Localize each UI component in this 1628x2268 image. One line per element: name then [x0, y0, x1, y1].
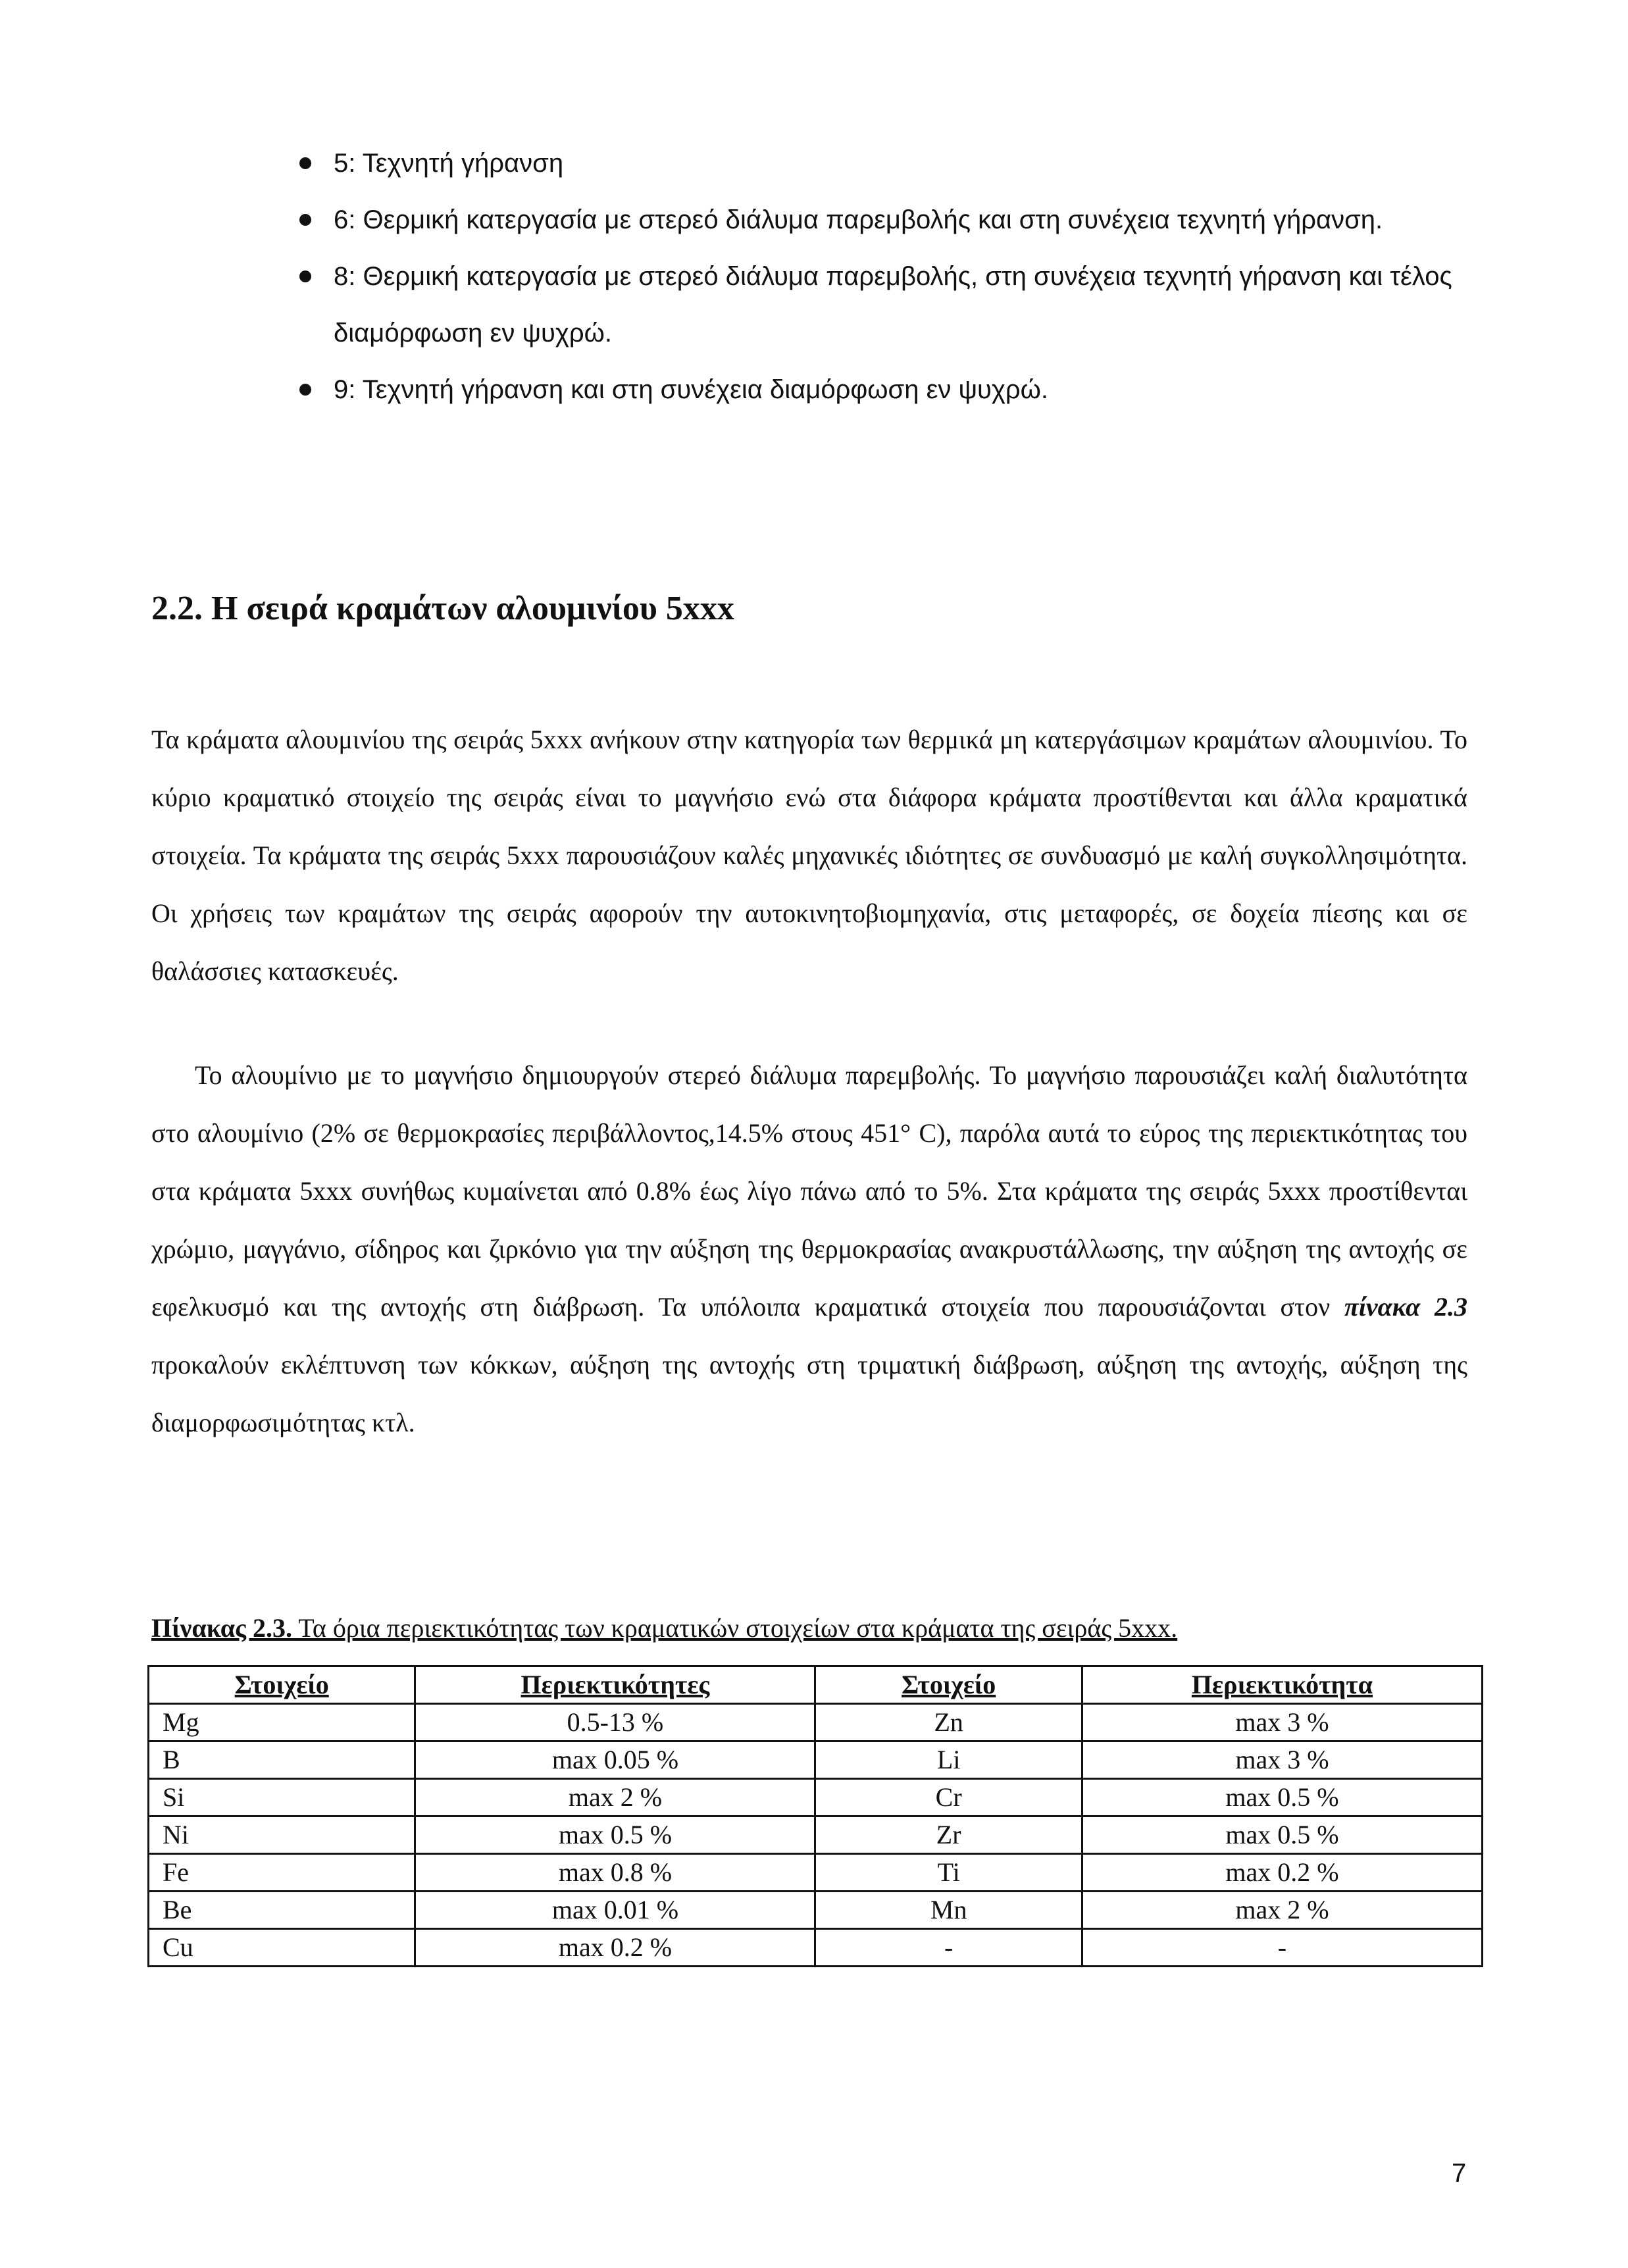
table-cell: -	[815, 1929, 1082, 1967]
table-header-row	[149, 1666, 1483, 1704]
table-cell: max 0.01 %	[415, 1892, 815, 1929]
paragraph-text: Το αλουμίνιο με το μαγνήσιο δημιουργούν στερεό διάλυμα παρεμβολής. Το μαγνήσιο παρουσιάζει καλή διαλυτότητα στο αλουμίνιο (2% σε θερμοκρασίες περιβάλλοντος,14.5% στους 451° C), παρόλα αυτά το εύρος της περιεκτικότητας του στα κράματα 5xxx συνήθως κυμαίνεται από 0.8% έως λίγο πάνω από το 5%. Στα κράματα της σειράς 5xxx προστίθενται χρώμιο, μαγγάνιο, σίδηρος και ζιρκόνιο για την αύξηση της θερμοκρασίας ανακρυστάλλωσης, την αύξηση της αντοχής σε εφελκυσμό και της αντοχής στη διάβρωση. Τα υπόλοιπα κραματικά στοιχεία που παρουσιάζονται στον	[151, 1060, 1467, 1322]
table-cell: max 2 %	[415, 1779, 815, 1817]
column-header: Περιεκτικότητα	[1082, 1666, 1482, 1704]
page-number: 7	[1452, 2159, 1467, 2188]
table-caption	[151, 1612, 1177, 1643]
table-cell: max 3 %	[1082, 1704, 1482, 1741]
table-cell: Mg	[149, 1704, 415, 1741]
table-cell: 0.5-13 %	[415, 1704, 815, 1741]
paragraph: Τα κράματα αλουμινίου της σειράς 5xxx ανήκουν στην κατηγορία των θερμικά μη κατεργάσιμων κραμάτων αλουμινίου. Το κύριο κραματικό στοιχείο της σειράς είναι το μαγνήσιο ενώ στα διάφορα κράματα προστίθενται και άλλα κραματικά στοιχεία. Τα κράματα της σειράς 5xxx παρουσιάζουν καλές μηχανικές ιδιότητες σε συνδυασμό με καλή συγκολλησιμότητα. Οι χρήσεις των κραμάτων της σειράς αφορούν την αυτοκινητοβιομηχανία, στις μεταφορές, σε δοχεία πίεσης και σε θαλάσσιες κατασκευές.	[151, 725, 1467, 986]
table-cell: max 0.8 %	[415, 1854, 815, 1892]
table-row	[149, 1929, 1483, 1967]
bullet-icon	[299, 157, 311, 169]
table-cell: max 0.5 %	[415, 1817, 815, 1854]
table-cell: Mn	[815, 1892, 1082, 1929]
table-cell: max 0.2 %	[1082, 1854, 1482, 1892]
table-cell: Ti	[815, 1854, 1082, 1892]
list-item: 6: Θερμική κατεργασία με στερεό διάλυμα παρεμβολής και στη συνέχεια τεχνητή γήρανση.	[299, 192, 1458, 248]
table-caption-label: Πίνακας 2.3.	[151, 1613, 292, 1643]
bullet-list	[299, 135, 1458, 418]
table-cell: Zr	[815, 1817, 1082, 1854]
table-cell: B	[149, 1741, 415, 1779]
table-cell: Zn	[815, 1704, 1082, 1741]
table-row	[149, 1704, 1483, 1741]
composition-table	[147, 1665, 1483, 1967]
table-cell: Cr	[815, 1779, 1082, 1817]
table-cell: -	[1082, 1929, 1482, 1967]
table-row	[149, 1779, 1483, 1817]
table-cell: Li	[815, 1741, 1082, 1779]
table-reference: πίνακα 2.3	[1344, 1292, 1467, 1322]
bullet-icon	[299, 271, 311, 282]
bullet-icon	[299, 214, 311, 226]
bullet-icon	[299, 384, 311, 396]
table-cell: max 0.5 %	[1082, 1817, 1482, 1854]
table-cell: max 0.05 %	[415, 1741, 815, 1779]
paragraph	[151, 1046, 1467, 1452]
table-cell: Si	[149, 1779, 415, 1817]
section-heading: 2.2. Η σειρά κραμάτων αλουμινίου 5xxx	[151, 590, 734, 627]
table-cell: max 2 %	[1082, 1892, 1482, 1929]
table-cell: Fe	[149, 1854, 415, 1892]
table-cell: max 3 %	[1082, 1741, 1482, 1779]
table-row	[149, 1741, 1483, 1779]
table-cell: Be	[149, 1892, 415, 1929]
column-header: Στοιχείο	[815, 1666, 1082, 1704]
table-cell: max 0.5 %	[1082, 1779, 1482, 1817]
table-cell: Cu	[149, 1929, 415, 1967]
column-header: Περιεκτικότητες	[415, 1666, 815, 1704]
table-row	[149, 1892, 1483, 1929]
table-cell: Ni	[149, 1817, 415, 1854]
table-cell: max 0.2 %	[415, 1929, 815, 1967]
column-header: Στοιχείο	[149, 1666, 415, 1704]
table-caption-text: Τα όρια περιεκτικότητας των κραματικών στοιχείων στα κράματα της σειράς 5xxx.	[292, 1613, 1178, 1643]
list-item: 9: Τεχνητή γήρανση και στη συνέχεια διαμόρφωση εν ψυχρώ.	[299, 361, 1458, 418]
list-item: 8: Θερμική κατεργασία με στερεό διάλυμα παρεμβολής, στη συνέχεια τεχνητή γήρανση και τέλος διαμόρφωση εν ψυχρώ.	[299, 248, 1458, 361]
paragraph-text: προκαλούν εκλέπτυνση των κόκκων, αύξηση της αντοχής στη τριματική διάβρωση, αύξηση της αντοχής, αύξηση της διαμορφωσιμότητας κτλ.	[151, 1350, 1467, 1437]
table-row	[149, 1854, 1483, 1892]
list-item: 5: Τεχνητή γήρανση	[299, 135, 1458, 192]
table-row	[149, 1817, 1483, 1854]
